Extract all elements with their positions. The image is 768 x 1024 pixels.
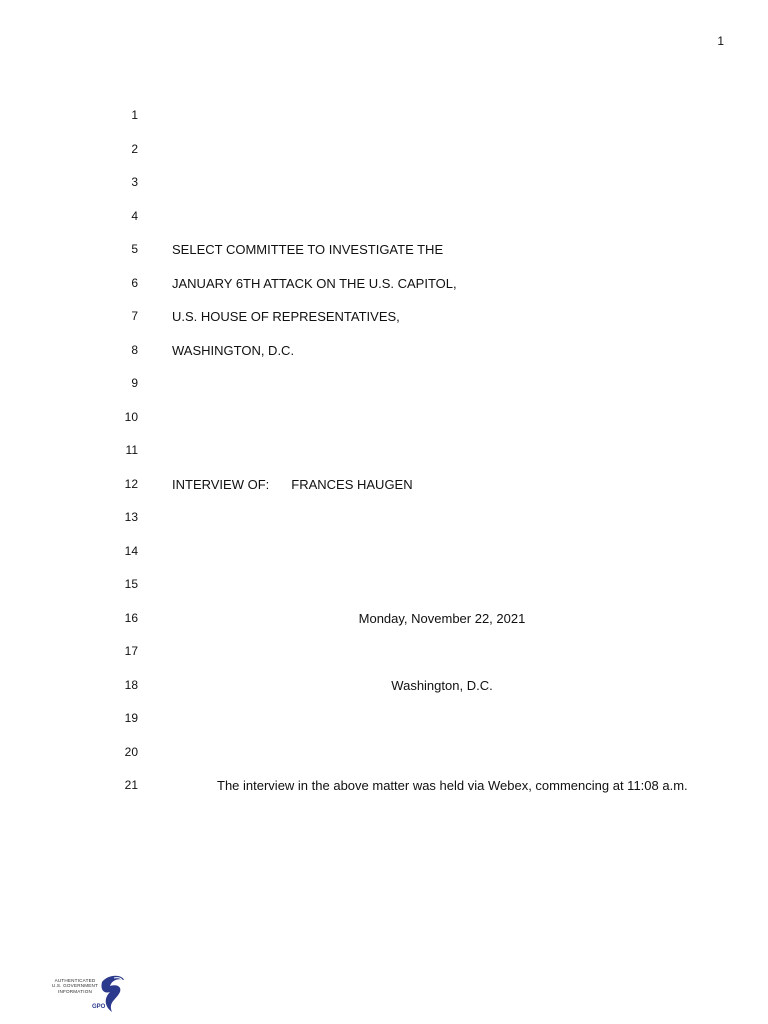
transcript-line bbox=[0, 410, 768, 430]
interview-of-line bbox=[172, 477, 413, 492]
transcript-line bbox=[0, 209, 768, 229]
logo-caption-line: INFORMATION bbox=[57, 988, 92, 994]
transcript-line bbox=[0, 276, 768, 296]
line-number: 13 bbox=[124, 510, 138, 524]
line-number: 21 bbox=[124, 778, 138, 792]
page-number: 1 bbox=[717, 34, 724, 48]
line-number: 19 bbox=[124, 711, 138, 725]
interview-location: Washington, D.C. bbox=[391, 678, 493, 693]
line-number: 1 bbox=[131, 108, 138, 122]
transcript-line bbox=[0, 443, 768, 463]
transcript-line bbox=[0, 510, 768, 530]
line-number: 17 bbox=[124, 644, 138, 658]
line-number: 4 bbox=[131, 209, 138, 223]
transcript-line bbox=[0, 678, 768, 698]
logo-caption-line: AUTHENTICATED bbox=[54, 978, 96, 983]
transcript-line bbox=[0, 577, 768, 597]
line-number: 15 bbox=[124, 577, 138, 591]
line-number: 9 bbox=[131, 376, 138, 390]
transcript-line bbox=[0, 544, 768, 564]
transcript-line bbox=[0, 108, 768, 128]
interview-of-label: INTERVIEW OF: bbox=[172, 477, 270, 492]
transcript-line bbox=[0, 309, 768, 329]
committee-title-line-3: U.S. HOUSE OF REPRESENTATIVES, bbox=[172, 309, 400, 324]
line-number: 6 bbox=[131, 276, 138, 290]
transcript-line bbox=[0, 242, 768, 262]
line-number: 16 bbox=[124, 611, 138, 625]
line-number: 5 bbox=[131, 242, 138, 256]
interview-date: Monday, November 22, 2021 bbox=[358, 611, 526, 626]
gpo-authenticated-logo bbox=[42, 970, 132, 1018]
transcript-line bbox=[0, 343, 768, 363]
transcript-line bbox=[0, 175, 768, 195]
transcript-line bbox=[0, 778, 768, 798]
line-number: 7 bbox=[131, 309, 138, 323]
transcript-line bbox=[0, 477, 768, 497]
line-number: 3 bbox=[131, 175, 138, 189]
line-number: 2 bbox=[131, 142, 138, 156]
logo-caption-line: U.S. GOVERNMENT bbox=[51, 983, 99, 989]
committee-title-line-4: WASHINGTON, D.C. bbox=[172, 343, 295, 358]
line-number: 14 bbox=[124, 544, 138, 558]
committee-title-line-1: SELECT COMMITTEE TO INVESTIGATE THE bbox=[172, 242, 444, 257]
transcript-line bbox=[0, 711, 768, 731]
transcript-line bbox=[0, 142, 768, 162]
line-number: 10 bbox=[124, 410, 138, 424]
line-number: 18 bbox=[124, 678, 138, 692]
line-number: 20 bbox=[124, 745, 138, 759]
gpo-mark: GPO bbox=[92, 1004, 106, 1010]
line-number: 8 bbox=[131, 343, 138, 357]
interviewee-name: FRANCES HAUGEN bbox=[291, 477, 413, 492]
interview-statement: The interview in the above matter was held via Webex, commencing at 11:08 a.m. bbox=[217, 778, 688, 793]
committee-title-line-2: JANUARY 6TH ATTACK ON THE U.S. CAPITOL, bbox=[172, 276, 457, 291]
line-number: 11 bbox=[125, 443, 138, 457]
transcript-line bbox=[0, 745, 768, 765]
transcript-line bbox=[0, 611, 768, 631]
transcript-line bbox=[0, 644, 768, 664]
line-number: 12 bbox=[124, 477, 138, 491]
transcript-line bbox=[0, 376, 768, 396]
